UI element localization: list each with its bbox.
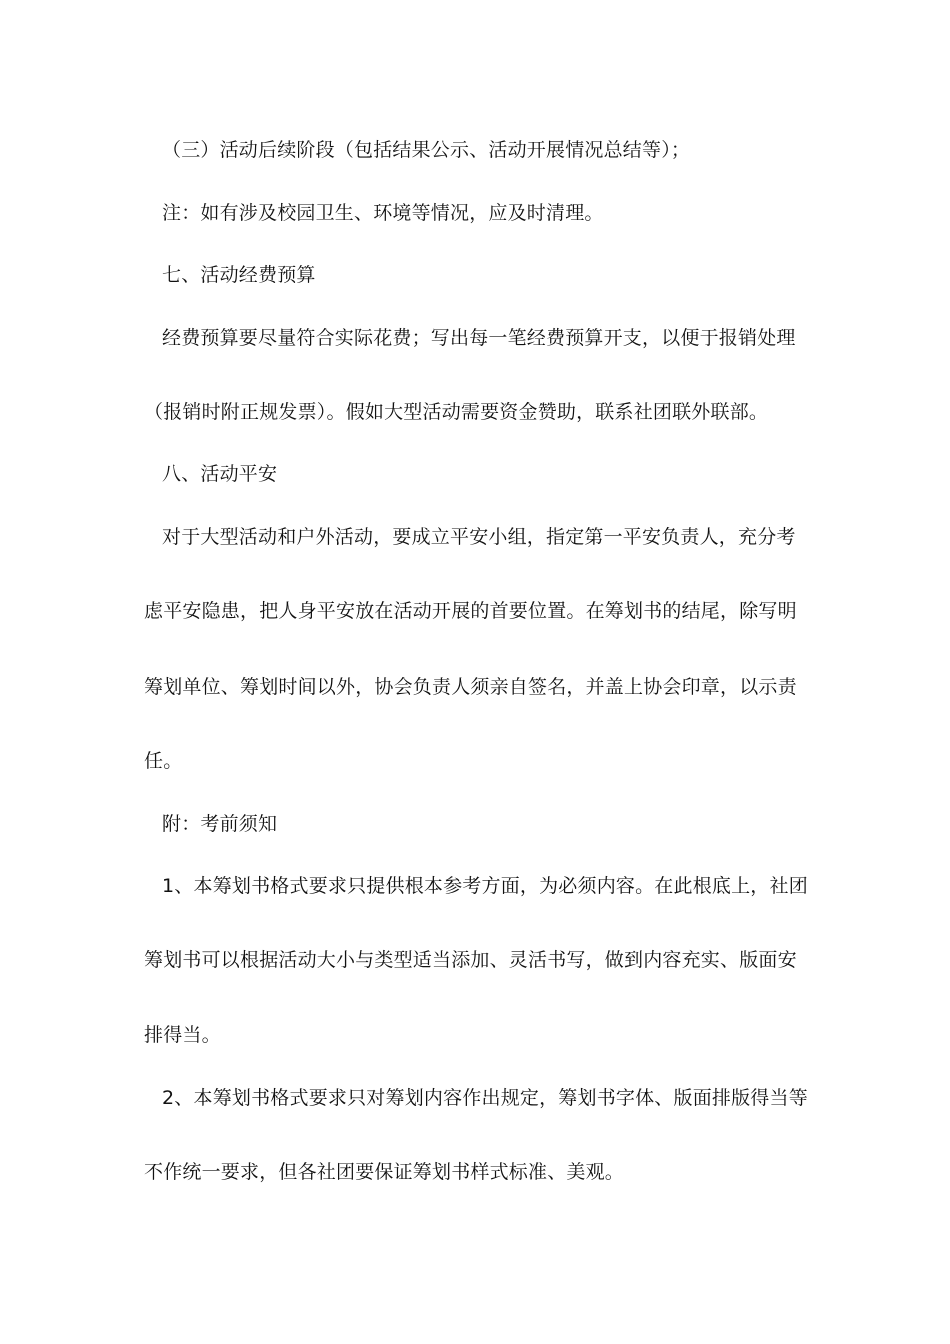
paragraph-line: 经费预算要尽量符合实际花费；写出每一笔经费预算开支，以便于报销处理 [162,327,796,349]
paragraph-line: 1、本筹划书格式要求只提供根本参考方面，为必须内容。在此根底上，社团 [162,875,808,897]
paragraph-line: 筹划书可以根据活动大小与类型适当添加、灵活书写，做到内容充实、版面安 [144,949,797,971]
paragraph-line: 排得当。 [144,1024,221,1046]
paragraph-line: 注：如有涉及校园卫生、环境等情况，应及时清理。 [162,202,604,224]
paragraph-line: 不作统一要求，但各社团要保证筹划书样式标准、美观。 [144,1161,625,1183]
paragraph-line: （三）活动后续阶段（包括结果公示、活动开展情况总结等）； [162,139,691,161]
paragraph-line: 虑平安隐患，把人身平安放在活动开展的首要位置。在筹划书的结尾，除写明 [144,600,797,622]
section-heading: 七、活动经费预算 [162,264,316,286]
paragraph-line: 筹划单位、筹划时间以外，协会负责人须亲自签名，并盖上协会印章，以示责 [144,676,797,698]
paragraph-line: 2、本筹划书格式要求只对筹划内容作出规定，筹划书字体、版面排版得当等 [162,1087,808,1109]
paragraph-line: 对于大型活动和户外活动，要成立平安小组，指定第一平安负责人，充分考 [162,526,796,548]
paragraph-line: 任。 [144,750,183,772]
section-heading: 八、活动平安 [162,463,278,485]
paragraph-line: （报销时附正规发票）。假如大型活动需要资金赞助，联系社团联外联部。 [144,401,769,423]
section-heading: 附：考前须知 [162,813,278,835]
